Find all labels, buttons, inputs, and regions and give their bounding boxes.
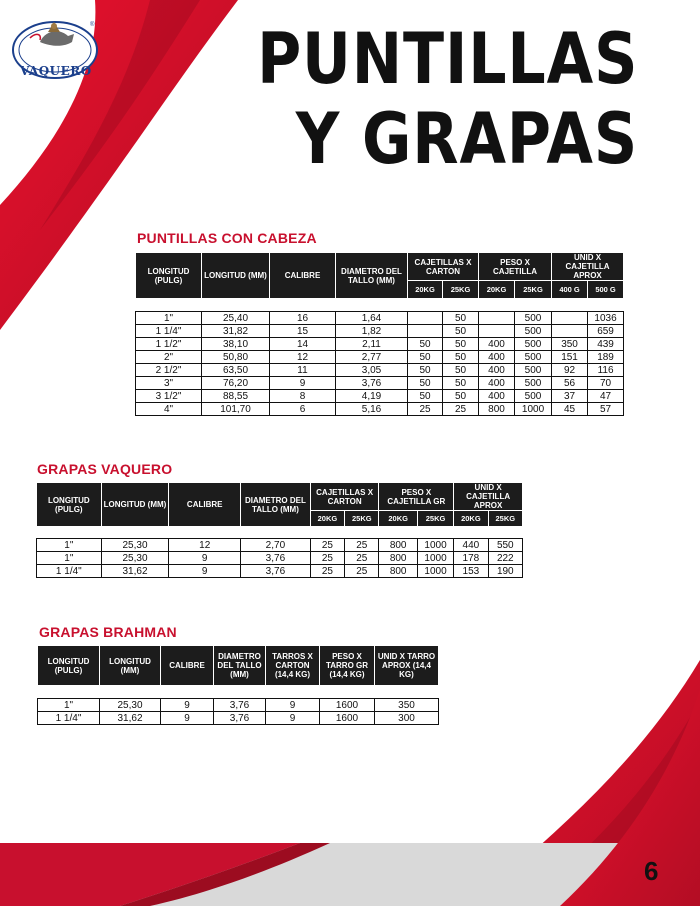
table-cell: 400: [479, 390, 515, 403]
table-cell: 3": [136, 377, 202, 390]
col-header-calibre: CALIBRE: [270, 253, 336, 299]
table-cell: 50: [443, 364, 479, 377]
table-cell: 50: [408, 377, 443, 390]
table-cell: 101,70: [202, 403, 270, 416]
table-cell: 3 1/2": [136, 390, 202, 403]
grapas-vaquero-table: [36, 482, 523, 578]
table-cell: 400: [479, 351, 515, 364]
table-cell: 50: [443, 325, 479, 338]
table-cell: 3,76: [241, 552, 311, 565]
table-cell: 400: [479, 338, 515, 351]
table-cell: 1600: [320, 699, 375, 712]
table-cell: [552, 312, 588, 325]
sub-header: 25KG: [515, 281, 552, 299]
table-cell: 70: [588, 377, 624, 390]
table-cell: 153: [454, 565, 488, 578]
col-header-peso: PESO X CAJETILLA GR: [379, 483, 454, 511]
grapas-vaquero-table-body: [37, 539, 523, 578]
table-cell: 50: [443, 351, 479, 364]
table-cell: 25,30: [101, 552, 169, 565]
col-header-unid: UNID X TARRO APROX (14,4 KG): [375, 646, 439, 686]
table-row: [38, 699, 439, 712]
page-title-line2: Y GRAPAS: [295, 98, 638, 180]
table-cell: 2": [136, 351, 202, 364]
page-number: 6: [644, 856, 659, 886]
grapas-brahman-table-body: [38, 699, 439, 725]
table-cell: 800: [379, 565, 417, 578]
col-header-unid: UNID X CAJETILLA APROX: [552, 253, 624, 281]
section-title-grapas-vaquero: GRAPAS VAQUERO: [37, 461, 173, 477]
table-cell: [408, 325, 443, 338]
table-cell: 4,19: [336, 390, 408, 403]
sub-header: 25KG: [443, 281, 479, 299]
sub-header: 25KG: [417, 511, 453, 527]
table-cell: 1600: [320, 712, 375, 725]
col-header-longitud-pulg: LONGITUD (PULG): [38, 646, 100, 686]
table-cell: 25: [310, 539, 344, 552]
table-row: [136, 325, 624, 338]
table-cell: 50: [443, 338, 479, 351]
table-row: [38, 712, 439, 725]
puntillas-table: [135, 252, 624, 416]
table-cell: 1": [37, 552, 102, 565]
table-cell: 659: [588, 325, 624, 338]
table-cell: 1": [37, 539, 102, 552]
table-cell: 11: [270, 364, 336, 377]
table-cell: 14: [270, 338, 336, 351]
table-cell: 500: [515, 325, 552, 338]
table-cell: 189: [588, 351, 624, 364]
table-cell: 25: [443, 403, 479, 416]
table-cell: 25: [345, 552, 379, 565]
table-cell: 440: [454, 539, 488, 552]
table-cell: 1000: [417, 539, 453, 552]
table-cell: 190: [488, 565, 522, 578]
table-cell: 25: [345, 565, 379, 578]
table-cell: 2,70: [241, 539, 311, 552]
table-cell: 25: [310, 565, 344, 578]
col-header-peso: PESO X TARRO GR (14,4 KG): [320, 646, 375, 686]
col-header-longitud-mm: LONGITUD (MM): [202, 253, 270, 299]
table-cell: 800: [379, 539, 417, 552]
table-cell: 500: [515, 312, 552, 325]
table-cell: 57: [588, 403, 624, 416]
table-cell: 50: [408, 390, 443, 403]
table-row: [136, 403, 624, 416]
table-cell: 2,11: [336, 338, 408, 351]
table-cell: 25,40: [202, 312, 270, 325]
table-cell: 50: [408, 338, 443, 351]
sub-header: 20KG: [379, 511, 417, 527]
col-header-longitud-pulg: LONGITUD (PULG): [136, 253, 202, 299]
table-cell: 92: [552, 364, 588, 377]
table-cell: 50: [408, 364, 443, 377]
col-header-peso: PESO X CAJETILLA: [479, 253, 552, 281]
table-cell: 222: [488, 552, 522, 565]
table-cell: 9: [169, 552, 241, 565]
table-cell: [479, 312, 515, 325]
sub-header: 25KG: [488, 511, 522, 527]
grapas-brahman-table: [37, 645, 439, 725]
table-cell: 1": [38, 699, 100, 712]
col-header-longitud-mm: LONGITUD (MM): [101, 483, 169, 527]
table-row: [37, 539, 523, 552]
puntillas-table-body: [136, 312, 624, 416]
table-cell: 9: [270, 377, 336, 390]
table-cell: 151: [552, 351, 588, 364]
table-row: [136, 312, 624, 325]
table-cell: 3,76: [336, 377, 408, 390]
table-cell: 439: [588, 338, 624, 351]
table-cell: 31,62: [100, 712, 161, 725]
table-row: [136, 377, 624, 390]
table-cell: 178: [454, 552, 488, 565]
table-cell: 47: [588, 390, 624, 403]
table-cell: 9: [169, 565, 241, 578]
col-header-diametro: DIAMETRO DEL TALLO (MM): [241, 483, 311, 527]
table-cell: 300: [375, 712, 439, 725]
table-cell: 9: [266, 699, 320, 712]
table-row: [136, 351, 624, 364]
table-cell: 37: [552, 390, 588, 403]
table-cell: 50: [443, 312, 479, 325]
table-cell: 1000: [417, 552, 453, 565]
table-cell: 6: [270, 403, 336, 416]
table-cell: 25: [345, 539, 379, 552]
table-cell: 9: [161, 712, 214, 725]
table-row: [136, 364, 624, 377]
table-cell: 3,05: [336, 364, 408, 377]
sub-header: 25KG: [345, 511, 379, 527]
col-header-longitud-pulg: LONGITUD (PULG): [37, 483, 102, 527]
table-row: [37, 565, 523, 578]
table-cell: 25,30: [101, 539, 169, 552]
table-row: [37, 552, 523, 565]
table-cell: 25: [310, 552, 344, 565]
table-cell: 16: [270, 312, 336, 325]
table-cell: 15: [270, 325, 336, 338]
table-cell: 45: [552, 403, 588, 416]
table-cell: 3,76: [214, 699, 266, 712]
col-header-tarros: TARROS X CARTON (14,4 KG): [266, 646, 320, 686]
table-row: [136, 338, 624, 351]
col-header-cajetillas: CAJETILLAS X CARTON: [408, 253, 479, 281]
table-cell: 5,16: [336, 403, 408, 416]
table-cell: 9: [161, 699, 214, 712]
table-cell: 12: [169, 539, 241, 552]
table-cell: 500: [515, 364, 552, 377]
col-header-longitud-mm: LONGITUD (MM): [100, 646, 161, 686]
table-cell: 1 1/2": [136, 338, 202, 351]
table-cell: 3,76: [241, 565, 311, 578]
table-row: [136, 390, 624, 403]
logo-text: VAQUERO: [20, 64, 92, 78]
page-title-line1: PUNTILLAS: [256, 18, 638, 100]
table-cell: 56: [552, 377, 588, 390]
table-cell: 800: [479, 403, 515, 416]
table-cell: 1 1/4": [136, 325, 202, 338]
table-cell: 1 1/4": [38, 712, 100, 725]
sub-header: 400 G: [552, 281, 588, 299]
table-cell: 2,77: [336, 351, 408, 364]
table-cell: 88,55: [202, 390, 270, 403]
sub-header: 20KG: [479, 281, 515, 299]
table-cell: 9: [266, 712, 320, 725]
table-cell: 350: [375, 699, 439, 712]
table-cell: 500: [515, 338, 552, 351]
table-cell: 800: [379, 552, 417, 565]
table-cell: 116: [588, 364, 624, 377]
table-cell: 1000: [417, 565, 453, 578]
table-cell: 1 1/4": [37, 565, 102, 578]
section-title-puntillas: PUNTILLAS CON CABEZA: [137, 230, 317, 246]
sub-header: 20KG: [454, 511, 488, 527]
table-cell: 12: [270, 351, 336, 364]
table-cell: 38,10: [202, 338, 270, 351]
col-header-calibre: CALIBRE: [169, 483, 241, 527]
table-cell: 1": [136, 312, 202, 325]
table-cell: 500: [515, 390, 552, 403]
table-cell: 2 1/2": [136, 364, 202, 377]
table-cell: [479, 325, 515, 338]
table-cell: 25: [408, 403, 443, 416]
table-cell: 31,62: [101, 565, 169, 578]
table-cell: 1000: [515, 403, 552, 416]
table-cell: 63,50: [202, 364, 270, 377]
table-cell: [552, 325, 588, 338]
table-cell: 1,64: [336, 312, 408, 325]
table-cell: 31,82: [202, 325, 270, 338]
table-cell: 3,76: [214, 712, 266, 725]
table-cell: 350: [552, 338, 588, 351]
table-cell: 8: [270, 390, 336, 403]
col-header-diametro: DIAMETRO DEL TALLO (MM): [214, 646, 266, 686]
col-header-cajetillas: CAJETILLAS X CARTON: [310, 483, 379, 511]
table-cell: 400: [479, 377, 515, 390]
table-cell: 50: [443, 377, 479, 390]
sub-header: 20KG: [408, 281, 443, 299]
svg-text:®: ®: [90, 22, 95, 28]
table-cell: 50,80: [202, 351, 270, 364]
sub-header: 500 G: [588, 281, 624, 299]
table-cell: 25,30: [100, 699, 161, 712]
col-header-unid: UNID X CAJETILLA APROX: [454, 483, 523, 511]
table-cell: 1,82: [336, 325, 408, 338]
table-cell: 76,20: [202, 377, 270, 390]
table-cell: 500: [515, 377, 552, 390]
table-cell: 500: [515, 351, 552, 364]
table-cell: 550: [488, 539, 522, 552]
table-cell: 1036: [588, 312, 624, 325]
vaquero-logo: [10, 12, 100, 92]
table-cell: 50: [408, 351, 443, 364]
sub-header: 20KG: [310, 511, 344, 527]
table-cell: 4": [136, 403, 202, 416]
col-header-calibre: CALIBRE: [161, 646, 214, 686]
section-title-grapas-brahman: GRAPAS BRAHMAN: [39, 624, 177, 640]
table-cell: 50: [443, 390, 479, 403]
col-header-diametro: DIAMETRO DEL TALLO (MM): [336, 253, 408, 299]
table-cell: [408, 312, 443, 325]
table-cell: 400: [479, 364, 515, 377]
